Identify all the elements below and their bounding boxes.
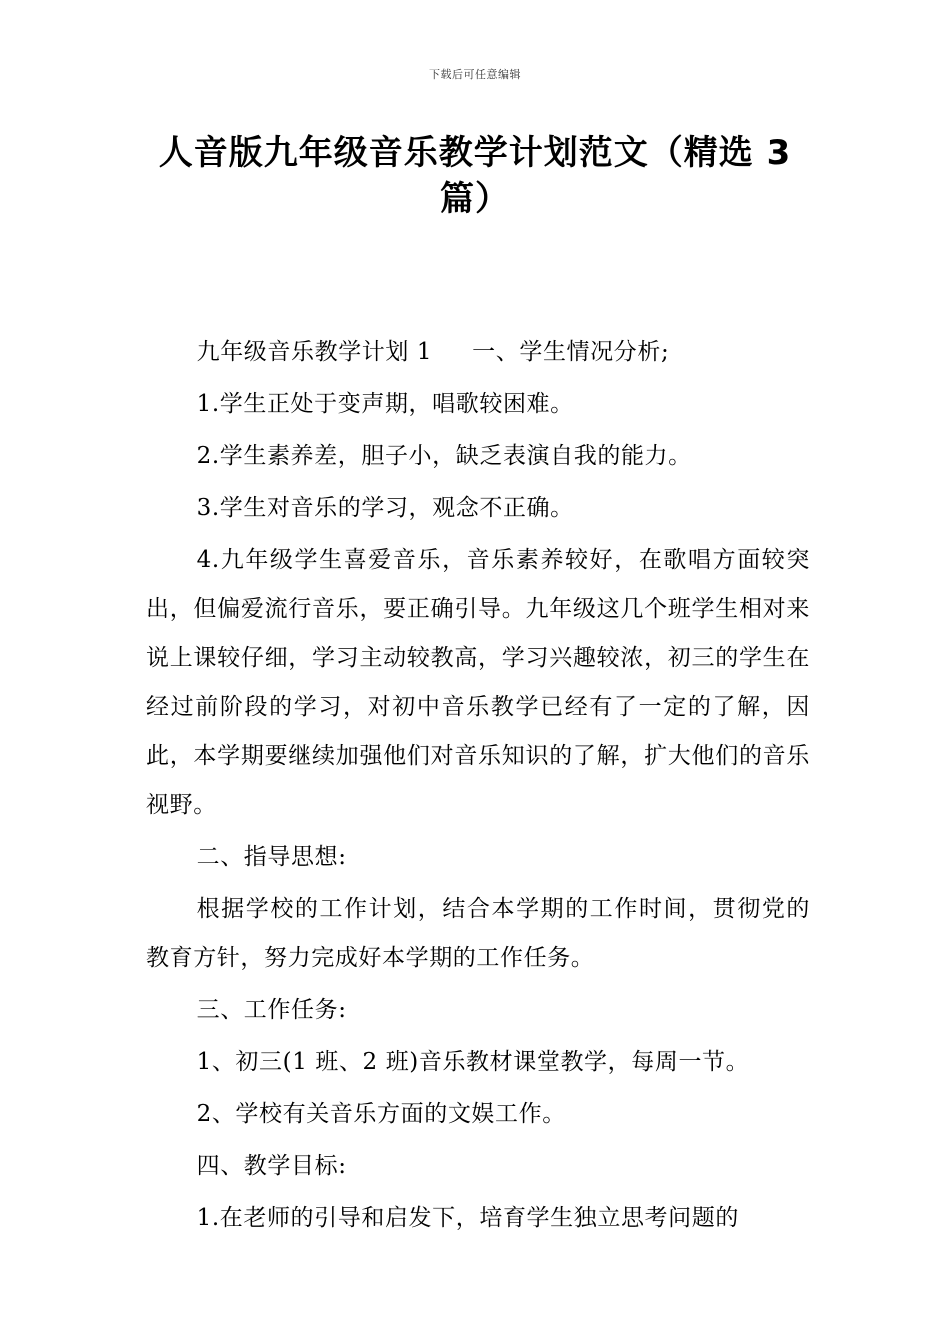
paragraph: 根据学校的工作计划，结合本学期的工作时间，贯彻党的教育方针，努力完成好本学期的工作任务。 bbox=[146, 896, 810, 971]
paragraph: 1.学生正处于变声期，唱歌较困难。 bbox=[196, 391, 574, 417]
document-title: 人音版九年级音乐教学计划范文（精选 3 篇） bbox=[158, 133, 792, 219]
section-heading-4: 四、教学目标: bbox=[196, 1153, 347, 1179]
paragraph: 4.九年级学生喜爱音乐，音乐素养较好，在歌唱方面较突出，但偏爱流行音乐，要正确引导。九年级这几个班学生相对来说上课较仔细，学习主动较教高，学习兴趣较浓，初三的学生在经过前阶段的学习，对初中音乐教学已经有了一定的了解，因此，本学期要继续加强他们对音乐知识的了解，扩大他们的音乐视野。 bbox=[146, 547, 810, 818]
paragraph: 3.学生对音乐的学习，观念不正确。 bbox=[196, 495, 574, 521]
document-body bbox=[146, 328, 810, 1246]
intro-line bbox=[146, 328, 810, 377]
header-note: 下载后可任意编辑 bbox=[429, 68, 521, 81]
paragraph: 1.在老师的引导和启发下，培育学生独立思考问题的 bbox=[196, 1205, 739, 1231]
paragraph: 2、学校有关音乐方面的文娱工作。 bbox=[196, 1101, 566, 1127]
paragraph: 2.学生素养差，胆子小，缺乏表演自我的能力。 bbox=[196, 443, 692, 469]
plan-label: 九年级音乐教学计划 1 bbox=[196, 339, 433, 365]
paragraph: 1、初三(1 班、2 班)音乐教材课堂教学，每周一节。 bbox=[196, 1049, 750, 1075]
section-heading-3: 三、工作任务: bbox=[196, 997, 347, 1023]
section-heading-1: 一、学生情况分析; bbox=[472, 339, 670, 365]
section-heading-2: 二、指导思想: bbox=[196, 844, 347, 870]
